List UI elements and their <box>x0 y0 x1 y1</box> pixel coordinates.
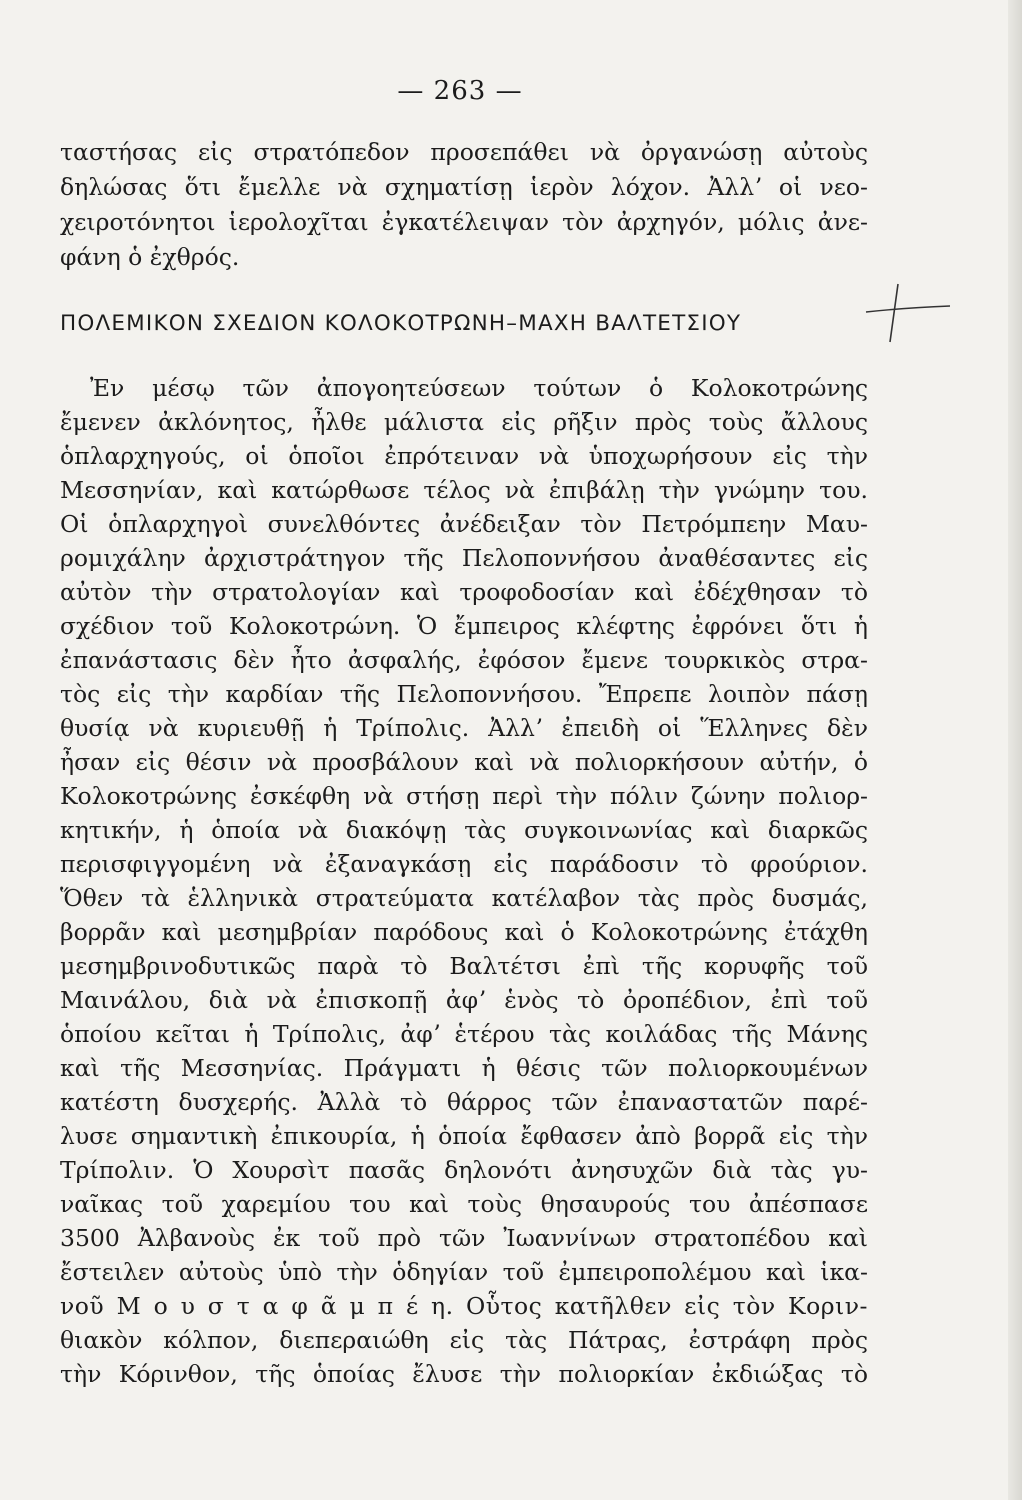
text-line: τὴν Κόρινθον, τῆς ὁποίας ἔλυσε τὴν πολιορκίαν ἐκδιώξας τὸ <box>60 1360 868 1388</box>
section-heading: ΠΟΛΕΜΙΚΟΝ ΣΧΕΔΙΟΝ ΚΟΛΟΚΟΤΡΩΝΗ–ΜΑΧΗ ΒΑΛΤΕΤΣΙΟΥ <box>60 311 742 336</box>
text-line: κητικήν, ἡ ὁποία νὰ διακόψῃ τὰς συγκοινωνίας καὶ διαρκῶς <box>60 816 868 844</box>
text-line: λυσε σημαντικὴ ἐπικουρία, ἡ ὁποία ἔφθασεν ἀπὸ βορρᾶ εἰς τὴν <box>60 1122 868 1150</box>
text-line: Ὅθεν τὰ ἑλληνικὰ στρατεύματα κατέλαβον τὰς πρὸς δυσμάς, <box>60 884 868 912</box>
text-line: κατέστη δυσχερής. Ἀλλὰ τὸ θάρρος τῶν ἐπαναστατῶν παρέ- <box>60 1088 868 1116</box>
text-line: δηλώσας ὅτι ἔμελλε νὰ σχηματίσῃ ἱερὸν λόχον. Ἀλλʼ οἱ νεο- <box>60 173 868 201</box>
page-number: — 263 — <box>397 76 523 106</box>
text-line: Μαινάλου, διὰ νὰ ἐπισκοπῇ ἀφʼ ἑνὸς τὸ ὀροπέδιον, ἐπὶ τοῦ <box>60 986 868 1014</box>
text-line: νοῦ Μ ο υ σ τ α φ ᾶ μ π έ η. Οὗτος κατῆλθεν εἰς τὸν Κοριν- <box>60 1292 868 1320</box>
text-line: τὸς εἰς τὴν καρδίαν τῆς Πελοποννήσου. Ἔπρεπε λοιπὸν πάσῃ <box>60 680 868 708</box>
text-line: αὐτὸν τὴν στρατολογίαν καὶ τροφοδοσίαν καὶ ἐδέχθησαν τὸ <box>60 578 868 606</box>
text-line: ναῖκας τοῦ χαρεμίου του καὶ τοὺς θησαυρούς του ἀπέσπασε <box>60 1190 868 1218</box>
text-line: ἔστειλεν αὐτοὺς ὑπὸ τὴν ὁδηγίαν τοῦ ἐμπειροπολέμου καὶ ἱκα- <box>60 1258 868 1286</box>
text-line: μεσημβρινοδυτικῶς παρὰ τὸ Βαλτέτσι ἐπὶ τῆς κορυφῆς τοῦ <box>60 952 868 980</box>
text-line: ἔμενεν ἀκλόνητος, ἦλθε μάλιστα εἰς ρῆξιν πρὸς τοὺς ἄλλους <box>60 408 868 436</box>
text-line: ὁποίου κεῖται ἡ Τρίπολις, ἀφʼ ἑτέρου τὰς κοιλάδας τῆς Μάνης <box>60 1020 868 1048</box>
text-line: Οἱ ὁπλαρχηγοὶ συνελθόντες ἀνέδειξαν τὸν Πετρόμπεην Μαυ- <box>60 510 868 538</box>
text-line: Μεσσηνίαν, καὶ κατώρθωσε τέλος νὰ ἐπιβάλῃ τὴν γνώμην του. <box>60 476 868 504</box>
text-line: βορρᾶν καὶ μεσημβρίαν παρόδους καὶ ὁ Κολοκοτρώνης ἐτάχθη <box>60 918 868 946</box>
text-line: Τρίπολιν. Ὁ Χουρσὶτ πασᾶς δηλονότι ἀνησυχῶν διὰ τὰς γυ- <box>60 1156 868 1184</box>
text-line: ὁπλαρχηγούς, οἱ ὁποῖοι ἐπρότειναν νὰ ὑποχωρήσουν εἰς τὴν <box>60 442 868 470</box>
text-line: Ἐν μέσῳ τῶν ἀπογοητεύσεων τούτων ὁ Κολοκοτρώνης <box>90 374 868 402</box>
text-line: 3500 Ἀλβανοὺς ἐκ τοῦ πρὸ τῶν Ἰωαννίνων στρατοπέδου καὶ <box>60 1224 868 1252</box>
text-line: θυσίᾳ νὰ κυριευθῇ ἡ Τρίπολις. Ἀλλʼ ἐπειδὴ οἱ Ἕλληνες δὲν <box>60 714 868 742</box>
text-line: περισφιγγομένη νὰ ἐξαναγκάσῃ εἰς παράδοσιν τὸ φρούριον. <box>60 850 868 878</box>
text-line: ρομιχάλην ἀρχιστράτηγον τῆς Πελοποννήσου ἀναθέσαντες εἰς <box>60 544 868 572</box>
text-line: χειροτόνητοι ἱερολοχῖται ἐγκατέλειψαν τὸν ἀρχηγόν, μόλις ἀνε- <box>60 208 868 236</box>
text-line: σχέδιον τοῦ Κολοκοτρώνη. Ὁ ἔμπειρος κλέφτης ἐφρόνει ὅτι ἡ <box>60 612 868 640</box>
text-line: ταστήσας εἰς στρατόπεδον προσεπάθει νὰ ὀργανώσῃ αὐτοὺς <box>60 138 868 166</box>
text-line: θιακὸν κόλπον, διεπεραιώθη εἰς τὰς Πάτρας, ἐστράφη πρὸς <box>60 1326 868 1354</box>
page-edge-shadow <box>1008 0 1022 1500</box>
pencil-cross-mark <box>862 278 952 358</box>
text-line: καὶ τῆς Μεσσηνίας. Πράγματι ἡ θέσις τῶν πολιορκουμένων <box>60 1054 868 1082</box>
text-line: ἐπανάστασις δὲν ἦτο ἀσφαλής, ἐφόσον ἔμενε τουρκικὸς στρα- <box>60 646 868 674</box>
text-line: Κολοκοτρώνης ἐσκέφθη νὰ στήσῃ περὶ τὴν πόλιν ζώνην πολιορ- <box>60 782 868 810</box>
text-line: φάνη ὁ ἐχθρός. <box>60 243 240 271</box>
text-line: ἦσαν εἰς θέσιν νὰ προσβάλουν καὶ νὰ πολιορκήσουν αὐτήν, ὁ <box>60 748 868 776</box>
